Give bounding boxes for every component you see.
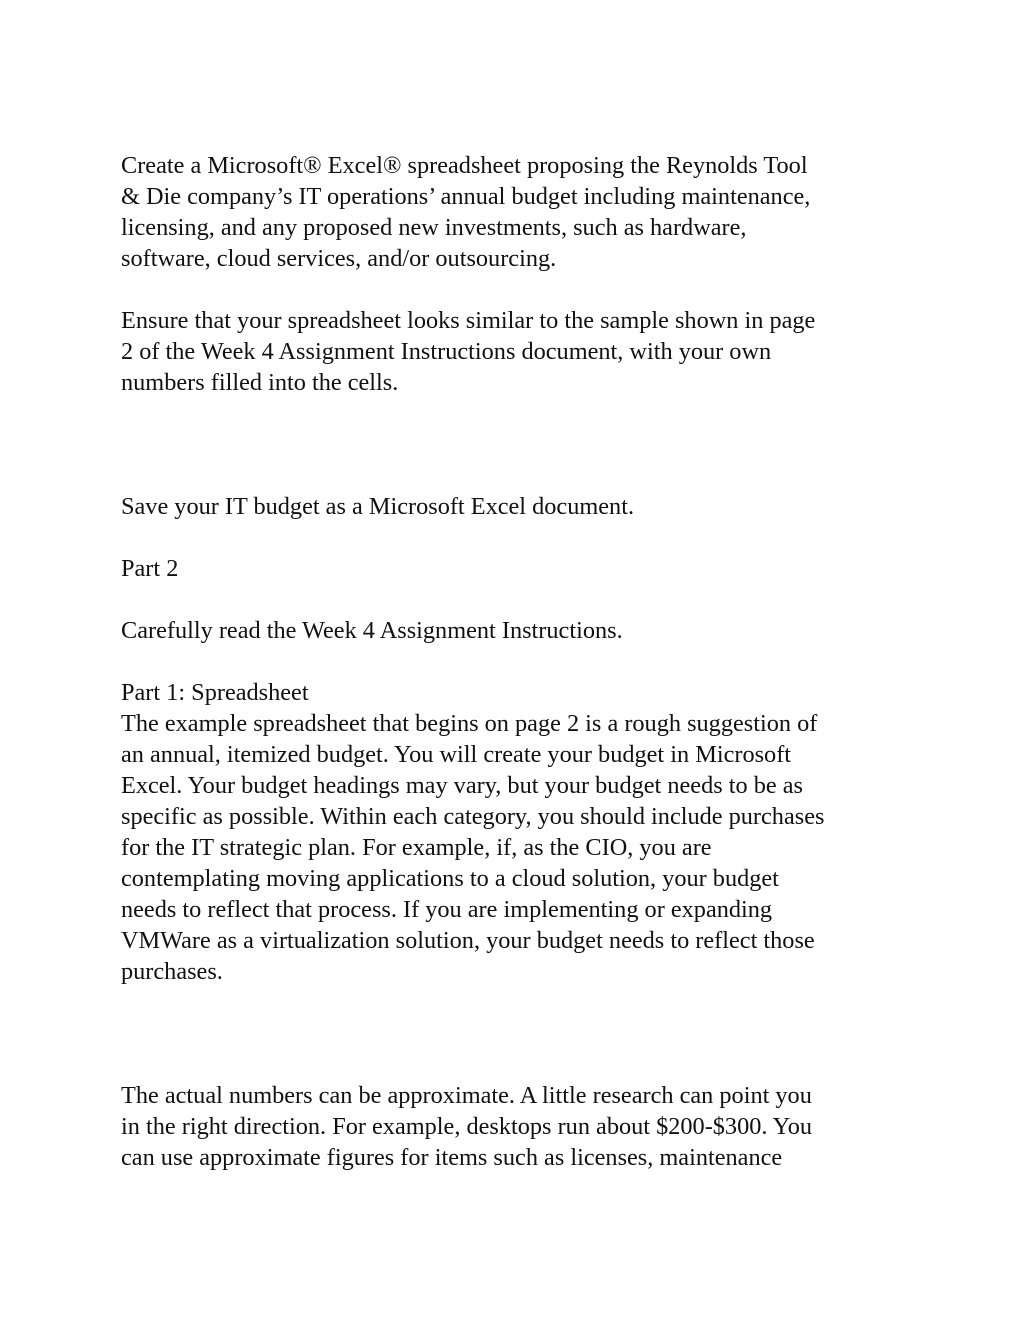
heading-part-2 [121, 553, 911, 584]
paragraph-spacer [121, 398, 911, 491]
text-line: licensing, and any proposed new investments, such as hardware, [121, 214, 747, 241]
paragraph-actual [121, 1080, 911, 1173]
text-line: VMWare as a virtualization solution, your budget needs to reflect those [121, 927, 815, 954]
text-line: 2 of the Week 4 Assignment Instructions document, with your own [121, 338, 772, 365]
text-line: numbers filled into the cells. [121, 369, 399, 396]
text-line: The actual numbers can be approximate. A little research can point you [121, 1082, 812, 1109]
text-line: software, cloud services, and/or outsourcing. [121, 245, 557, 272]
text-line: specific as possible. Within each category, you should include purchases [121, 803, 825, 830]
text-line: Excel. Your budget headings may vary, but your budget needs to be as [121, 772, 803, 799]
paragraph-ensure [121, 305, 911, 398]
text-line: needs to reflect that process. If you are implementing or expanding [121, 896, 773, 923]
text-line: purchases. [121, 958, 223, 985]
text-line: for the IT strategic plan. For example, if, as the CIO, you are [121, 834, 712, 861]
text-line: contemplating moving applications to a cloud solution, your budget [121, 865, 779, 892]
paragraph-spacer [121, 987, 911, 1080]
text-line: Ensure that your spreadsheet looks similar to the sample shown in page [121, 307, 816, 334]
text-line: Carefully read the Week 4 Assignment Instructions. [121, 617, 623, 644]
text-line: The example spreadsheet that begins on page 2 is a rough suggestion of [121, 710, 818, 737]
paragraph-spacer [121, 274, 911, 305]
paragraph-save [121, 491, 911, 522]
paragraph-spacer [121, 522, 911, 553]
text-line: Save your IT budget as a Microsoft Excel document. [121, 493, 635, 520]
paragraph-part-1 [121, 677, 911, 987]
text-line: can use approximate figures for items such as licenses, maintenance [121, 1144, 783, 1171]
paragraph-read [121, 615, 911, 646]
paragraph-spacer [121, 584, 911, 615]
paragraph-spacer [121, 646, 911, 677]
text-line: an annual, itemized budget. You will create your budget in Microsoft [121, 741, 792, 768]
text-line: Create a Microsoft® Excel® spreadsheet proposing the Reynolds Tool [121, 152, 808, 179]
paragraph-intro [121, 150, 911, 274]
text-line: in the right direction. For example, desktops run about $200-$300. You [121, 1113, 813, 1140]
text-line: Part 1: Spreadsheet [121, 679, 309, 706]
document-body [121, 150, 911, 1173]
text-line: Part 2 [121, 555, 179, 582]
text-line: & Die company’s IT operations’ annual budget including maintenance, [121, 183, 811, 210]
